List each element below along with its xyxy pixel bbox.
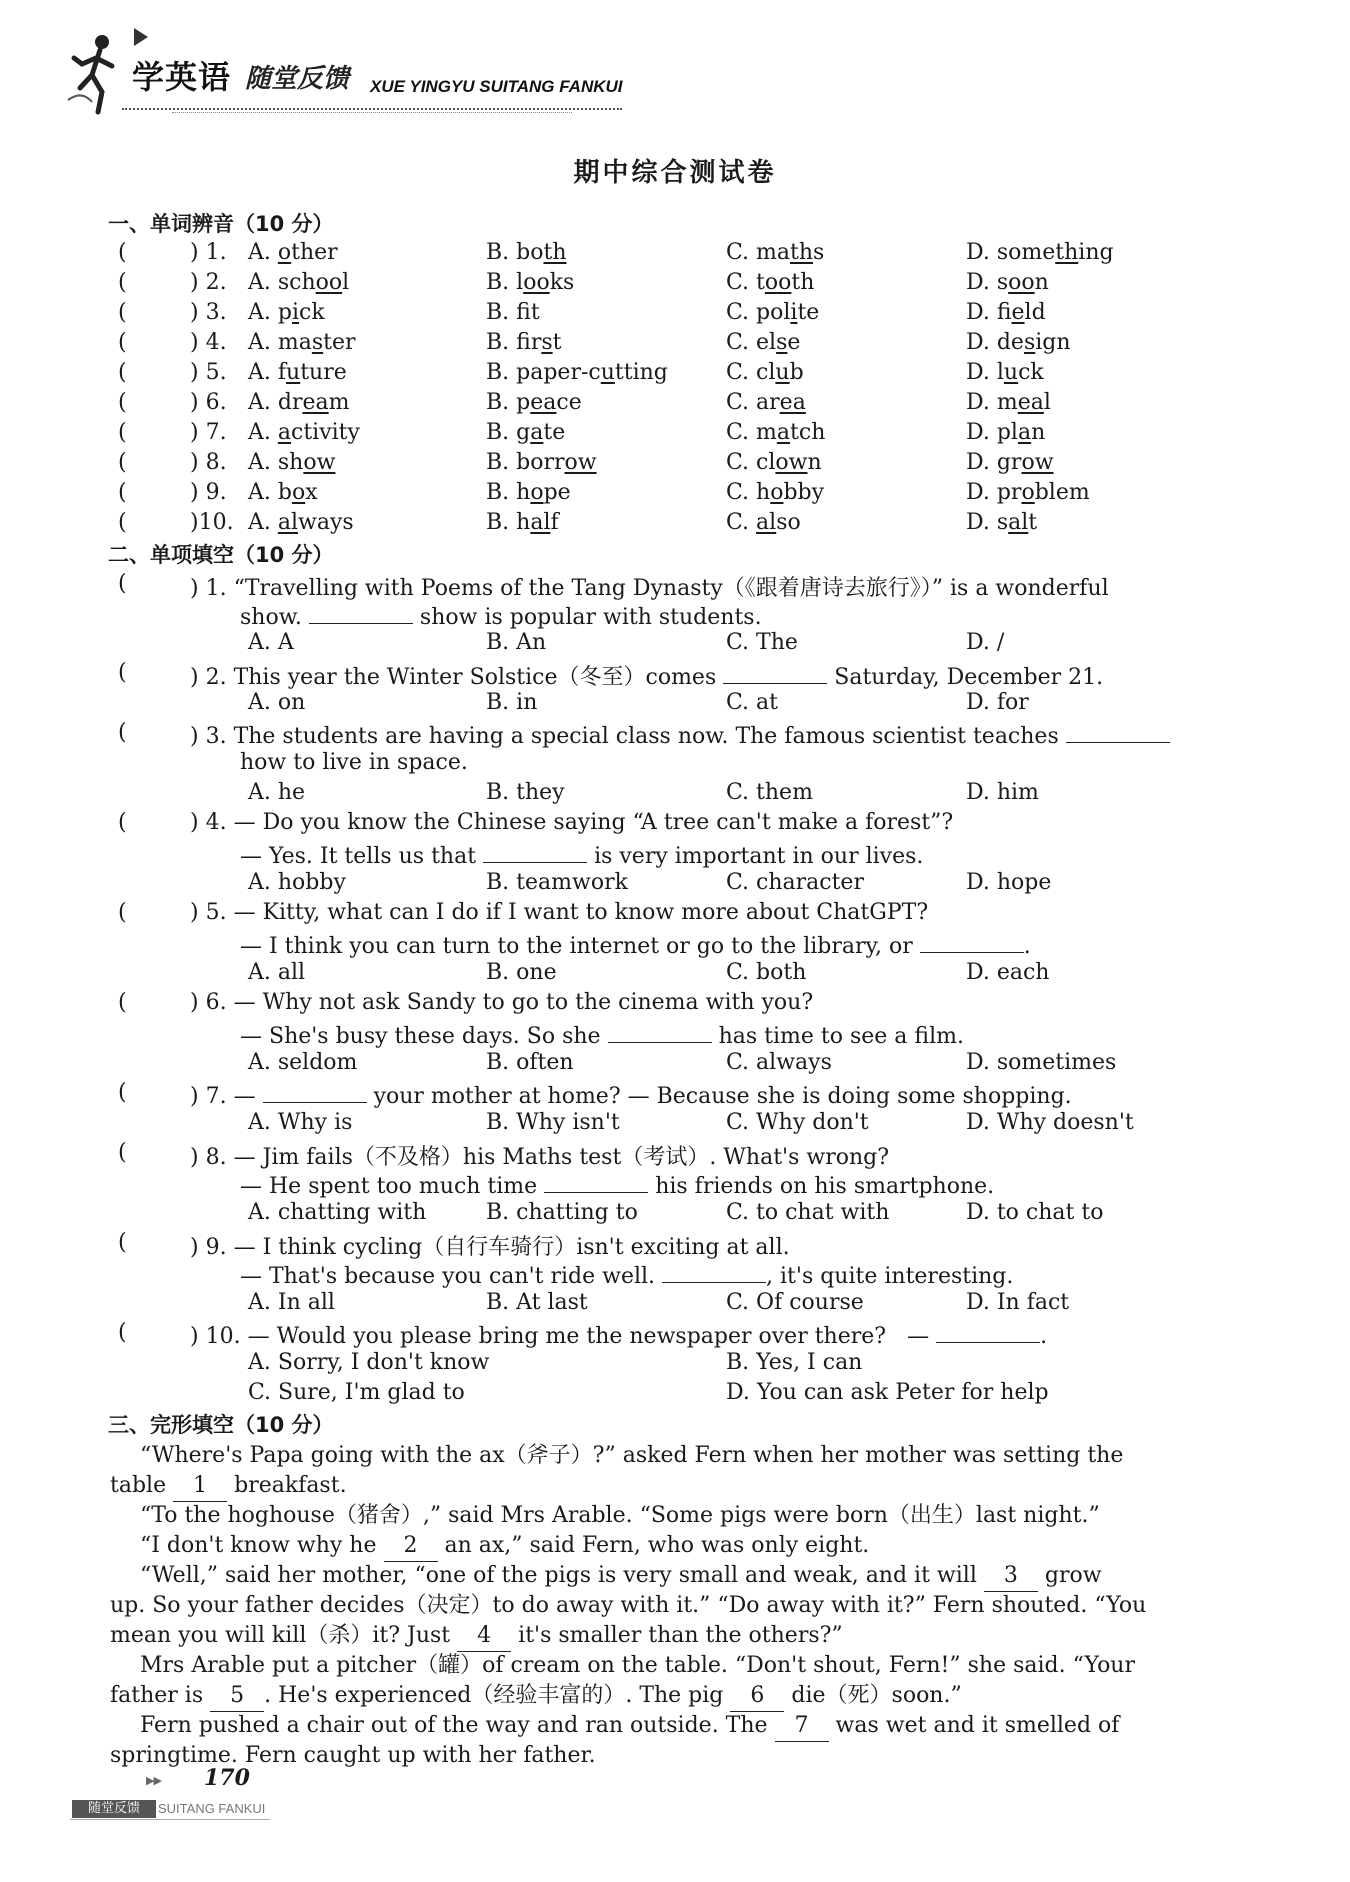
option-c: C. club xyxy=(726,360,804,385)
option-a: A. A xyxy=(248,630,294,655)
option-b: B. At last xyxy=(486,1290,588,1315)
question-number: ) 6. xyxy=(190,990,227,1015)
header-pinyin: XUE YINGYU SUITANG FANKUI xyxy=(370,77,623,96)
option-a: A. activity xyxy=(248,420,360,445)
answer-blank[interactable] xyxy=(483,840,587,863)
question-text: — I think cycling（自行车骑行）isn't exciting at all. xyxy=(233,1235,790,1260)
answer-blank[interactable] xyxy=(662,1260,766,1283)
answer-paren[interactable]: ( xyxy=(118,270,127,295)
cloze-text: it's smaller than the others?” xyxy=(518,1623,843,1648)
answer-paren[interactable]: ( xyxy=(118,420,127,445)
option-c: C. always xyxy=(726,1050,832,1075)
cloze-blank-4[interactable]: 4 xyxy=(457,1621,511,1652)
question-number: ) 2. xyxy=(190,665,227,690)
header-divider xyxy=(122,108,622,110)
question-number: ) 8. xyxy=(190,450,227,475)
answer-paren[interactable]: ( xyxy=(118,240,127,265)
question-text: — He spent too much time xyxy=(240,1174,538,1199)
answer-paren[interactable]: ( xyxy=(118,571,127,596)
cloze-paragraph-line xyxy=(140,1561,1102,1592)
question-number: ) 9. xyxy=(190,480,227,505)
option-d: D. design xyxy=(966,330,1071,355)
option-d: D. In fact xyxy=(966,1290,1070,1315)
option-b: B. An xyxy=(486,630,547,655)
option-b: B. one xyxy=(486,960,557,985)
question-number: ) 7. xyxy=(190,1084,227,1109)
option-a: A. seldom xyxy=(248,1050,358,1075)
question-text: — I think you can turn to the internet or go to the library, or xyxy=(240,934,913,959)
option-c: C. character xyxy=(726,870,864,895)
header xyxy=(62,22,662,122)
cloze-text: “I don't know why he xyxy=(140,1533,377,1558)
question-number: ) 7. xyxy=(190,420,227,445)
option-b: B. borrow xyxy=(486,450,597,475)
option-c: C. them xyxy=(726,780,813,805)
footer-label: 随堂反馈 xyxy=(72,1800,156,1818)
answer-paren[interactable]: ( xyxy=(118,510,127,535)
option-c: C. polite xyxy=(726,300,820,325)
question-number: ) 1. xyxy=(190,240,227,265)
option-b: B. peace xyxy=(486,390,582,415)
question-text: The students are having a special class now. The famous scientist teaches xyxy=(233,724,1059,749)
question-text: his friends on his smartphone. xyxy=(655,1174,995,1199)
option-c: C. Sure, I'm glad to xyxy=(248,1380,465,1405)
question-number: ) 4. xyxy=(190,330,227,355)
double-arrow-icon: ▶▶ xyxy=(146,1774,161,1787)
question-number: ) 1. xyxy=(190,576,227,601)
cloze-paragraph-line xyxy=(140,1711,1119,1742)
cloze-blank-3[interactable]: 3 xyxy=(984,1561,1038,1592)
question-text: how to live in space. xyxy=(240,750,468,775)
answer-paren[interactable]: ( xyxy=(118,480,127,505)
question-text: , it's quite interesting. xyxy=(766,1264,1014,1289)
answer-paren[interactable]: ( xyxy=(118,360,127,385)
cloze-text: Fern pushed a chair out of the way and ran outside. The xyxy=(140,1713,768,1738)
option-c: C. Of course xyxy=(726,1290,864,1315)
option-a: A. box xyxy=(248,480,318,505)
option-a: A. Sorry, I don't know xyxy=(248,1350,490,1375)
option-d: D. luck xyxy=(966,360,1044,385)
option-d: D. meal xyxy=(966,390,1051,415)
question-number: ) 6. xyxy=(190,390,227,415)
option-d: D. / xyxy=(966,630,1005,655)
answer-paren[interactable]: ( xyxy=(118,1140,127,1165)
answer-blank[interactable] xyxy=(263,1080,367,1103)
option-d: D. soon xyxy=(966,270,1049,295)
question-text: — Yes. It tells us that xyxy=(240,844,477,869)
footer-pinyin: SUITANG FANKUI xyxy=(158,1801,266,1816)
option-a: A. show xyxy=(248,450,336,475)
option-b: B. they xyxy=(486,780,565,805)
question-number: ) 4. xyxy=(190,810,227,835)
answer-paren[interactable]: ( xyxy=(118,720,127,745)
option-a: A. chatting with xyxy=(248,1200,427,1225)
section-3-heading: 三、完形填空（10 分） xyxy=(108,1413,334,1437)
cloze-paragraph-line: “To the hoghouse（猪舍）,” said Mrs Arable. “Some pigs were born（出生）last night.” xyxy=(140,1503,1100,1528)
answer-paren[interactable]: ( xyxy=(118,900,127,925)
answer-paren[interactable]: ( xyxy=(118,1230,127,1255)
option-a: A. Why is xyxy=(248,1110,353,1135)
option-d: D. problem xyxy=(966,480,1090,505)
option-d: D. to chat to xyxy=(966,1200,1104,1225)
option-b: B. both xyxy=(486,240,567,265)
play-icon xyxy=(134,28,148,46)
option-b: B. chatting to xyxy=(486,1200,638,1225)
option-d: D. field xyxy=(966,300,1046,325)
option-c: C. to chat with xyxy=(726,1200,890,1225)
option-d: D. Why doesn't xyxy=(966,1110,1134,1135)
question-text: your mother at home? — Because she is doing some shopping. xyxy=(373,1084,1072,1109)
cloze-blank-2[interactable]: 2 xyxy=(384,1531,438,1562)
question-text: show is popular with students. xyxy=(419,605,762,630)
option-c: C. else xyxy=(726,330,801,355)
answer-paren[interactable]: ( xyxy=(118,330,127,355)
option-d: D. hope xyxy=(966,870,1052,895)
question-text: — Would you please bring me the newspaper over there? xyxy=(247,1324,887,1349)
question-text: . xyxy=(1040,1324,1048,1349)
option-c: C. at xyxy=(726,690,778,715)
answer-blank[interactable] xyxy=(608,1020,712,1043)
cloze-paragraph-line xyxy=(110,1621,843,1652)
answer-blank[interactable] xyxy=(936,1320,1040,1343)
option-b: B. half xyxy=(486,510,559,535)
question-text: — Jim fails（不及格）his Maths test（考试）. What's wrong? xyxy=(233,1145,890,1170)
cloze-text: table xyxy=(110,1473,167,1498)
option-a: A. on xyxy=(248,690,306,715)
option-b: B. looks xyxy=(486,270,575,295)
option-c: C. area xyxy=(726,390,806,415)
question-number: ) 2. xyxy=(190,270,227,295)
question-text: — She's busy these days. So she xyxy=(240,1024,601,1049)
option-b: B. paper-cutting xyxy=(486,360,668,385)
cloze-blank-1[interactable]: 1 xyxy=(173,1471,227,1502)
question-text: . xyxy=(1023,934,1031,959)
answer-blank[interactable] xyxy=(544,1170,648,1193)
option-d: D. for xyxy=(966,690,1029,715)
option-a: A. school xyxy=(248,270,350,295)
question-text: — xyxy=(233,1084,256,1109)
option-b: B. teamwork xyxy=(486,870,628,895)
runner-icon xyxy=(62,30,132,120)
cloze-paragraph-line: Mrs Arable put a pitcher（罐）of cream on the table. “Don't shout, Fern!” she said. “Your xyxy=(140,1653,1135,1678)
page-number: 170 xyxy=(204,1765,250,1791)
answer-paren[interactable]: ( xyxy=(118,990,127,1015)
page-title: 期中综合测试卷 xyxy=(573,158,777,188)
answer-paren[interactable]: ( xyxy=(118,450,127,475)
answer-blank[interactable] xyxy=(309,601,413,624)
option-b: B. Why isn't xyxy=(486,1110,620,1135)
question-number: ) 3. xyxy=(190,300,227,325)
option-c: C. both xyxy=(726,960,807,985)
cloze-paragraph-line xyxy=(110,1681,962,1712)
option-d: D. salt xyxy=(966,510,1038,535)
question-text: — Why not ask Sandy to go to the cinema with you? xyxy=(233,990,814,1015)
option-b: B. hope xyxy=(486,480,571,505)
option-d: D. him xyxy=(966,780,1039,805)
cloze-text: “Well,” said her mother, “one of the pigs is very small and weak, and it will xyxy=(140,1563,977,1588)
option-b: B. ft xyxy=(486,300,540,325)
cloze-text: . He's experienced（经验丰富的）. The pig xyxy=(264,1683,724,1708)
question-text: — Do you know the Chinese saying “A tree can't make a forest”? xyxy=(233,810,954,835)
option-c: C. hobby xyxy=(726,480,825,505)
option-d: D. each xyxy=(966,960,1050,985)
cloze-text: die（死）soon.” xyxy=(791,1683,962,1708)
cloze-text: mean you will kill（杀）it? Just xyxy=(110,1623,451,1648)
question-text: — xyxy=(907,1324,930,1349)
question-number: ) 3. xyxy=(190,724,227,749)
cloze-paragraph-line: springtime. Fern caught up with her father. xyxy=(110,1743,596,1768)
option-a: A. hobby xyxy=(248,870,346,895)
option-c: C. match xyxy=(726,420,826,445)
option-a: A. pick xyxy=(248,300,325,325)
answer-blank[interactable] xyxy=(920,930,1024,953)
option-d: D. grow xyxy=(966,450,1054,475)
question-text: “Travelling with Poems of the Tang Dynasty（《跟着唐诗去旅行》）” is a wonderful xyxy=(233,576,1109,601)
answer-paren[interactable]: ( xyxy=(118,300,127,325)
option-d: D. plan xyxy=(966,420,1046,445)
question-number: ) 10. xyxy=(190,1324,241,1349)
question-text: show. xyxy=(240,605,302,630)
option-b: B. often xyxy=(486,1050,574,1075)
answer-paren[interactable]: ( xyxy=(118,1320,127,1345)
header-divider-2 xyxy=(172,112,572,113)
answer-paren[interactable]: ( xyxy=(118,1080,127,1105)
option-a: A. future xyxy=(248,360,347,385)
option-b: B. in xyxy=(486,690,538,715)
cloze-text: an ax,” said Fern, who was only eight. xyxy=(444,1533,870,1558)
option-a: A. he xyxy=(248,780,306,805)
answer-paren[interactable]: ( xyxy=(118,660,127,685)
cloze-paragraph-line: “Where's Papa going with the ax（斧子）?” asked Fern when her mother was setting the xyxy=(140,1443,1124,1468)
cloze-paragraph-line: up. So your father decides（决定）to do away with it.” “Do away with it?” Fern shouted. “You xyxy=(110,1593,1147,1618)
cloze-text: breakfast. xyxy=(234,1473,347,1498)
option-a: A. all xyxy=(248,960,306,985)
section-1-heading: 一、单词辨音（10 分） xyxy=(108,212,334,236)
cloze-blank-6[interactable]: 6 xyxy=(730,1681,784,1712)
cloze-text: grow xyxy=(1044,1563,1102,1588)
option-a: A. In all xyxy=(248,1290,335,1315)
option-b: B. Yes, I can xyxy=(726,1350,863,1375)
cloze-paragraph-line xyxy=(110,1471,347,1502)
cloze-blank-7[interactable]: 7 xyxy=(775,1711,829,1742)
footer-divider xyxy=(70,1819,270,1820)
question-text: — Kitty, what can I do if I want to know more about ChatGPT? xyxy=(233,900,929,925)
option-c: C. clown xyxy=(726,450,822,475)
option-a: A. other xyxy=(248,240,338,265)
option-d: D. sometimes xyxy=(966,1050,1117,1075)
question-text: This year the Winter Solstice（冬至）comes xyxy=(233,665,717,690)
cloze-text: was wet and it smelled of xyxy=(835,1713,1120,1738)
question-text: has time to see a film. xyxy=(718,1024,964,1049)
header-subtitle: 随堂反馈 xyxy=(245,64,350,94)
option-d: D. something xyxy=(966,240,1114,265)
answer-paren[interactable]: ( xyxy=(118,810,127,835)
question-text: is very important in our lives. xyxy=(594,844,924,869)
question-number: )10. xyxy=(190,510,234,535)
question-number: ) 5. xyxy=(190,900,227,925)
option-c: C. The xyxy=(726,630,798,655)
option-b: B. first xyxy=(486,330,562,355)
question-text: — That's because you can't ride well. xyxy=(240,1264,656,1289)
option-c: C. tooth xyxy=(726,270,815,295)
section-2-heading: 二、单项填空（10 分） xyxy=(108,543,334,567)
cloze-text: father is xyxy=(110,1683,204,1708)
answer-blank[interactable] xyxy=(723,661,827,684)
question-number: ) 5. xyxy=(190,360,227,385)
option-a: A. dream xyxy=(248,390,350,415)
option-c: C. maths xyxy=(726,240,825,265)
option-a: A. master xyxy=(248,330,356,355)
answer-blank[interactable] xyxy=(1066,720,1170,743)
answer-paren[interactable]: ( xyxy=(118,390,127,415)
option-d: D. You can ask Peter for help xyxy=(726,1380,1049,1405)
cloze-paragraph-line xyxy=(140,1531,869,1562)
option-c: C. also xyxy=(726,510,801,535)
header-title: 学英语 xyxy=(132,58,232,96)
option-c: C. Why don't xyxy=(726,1110,869,1135)
option-a: A. always xyxy=(248,510,354,535)
question-number: ) 9. xyxy=(190,1235,227,1260)
question-number: ) 8. xyxy=(190,1145,227,1170)
question-text: Saturday, December 21. xyxy=(834,665,1104,690)
cloze-blank-5[interactable]: 5 xyxy=(210,1681,264,1712)
option-b: B. gate xyxy=(486,420,566,445)
